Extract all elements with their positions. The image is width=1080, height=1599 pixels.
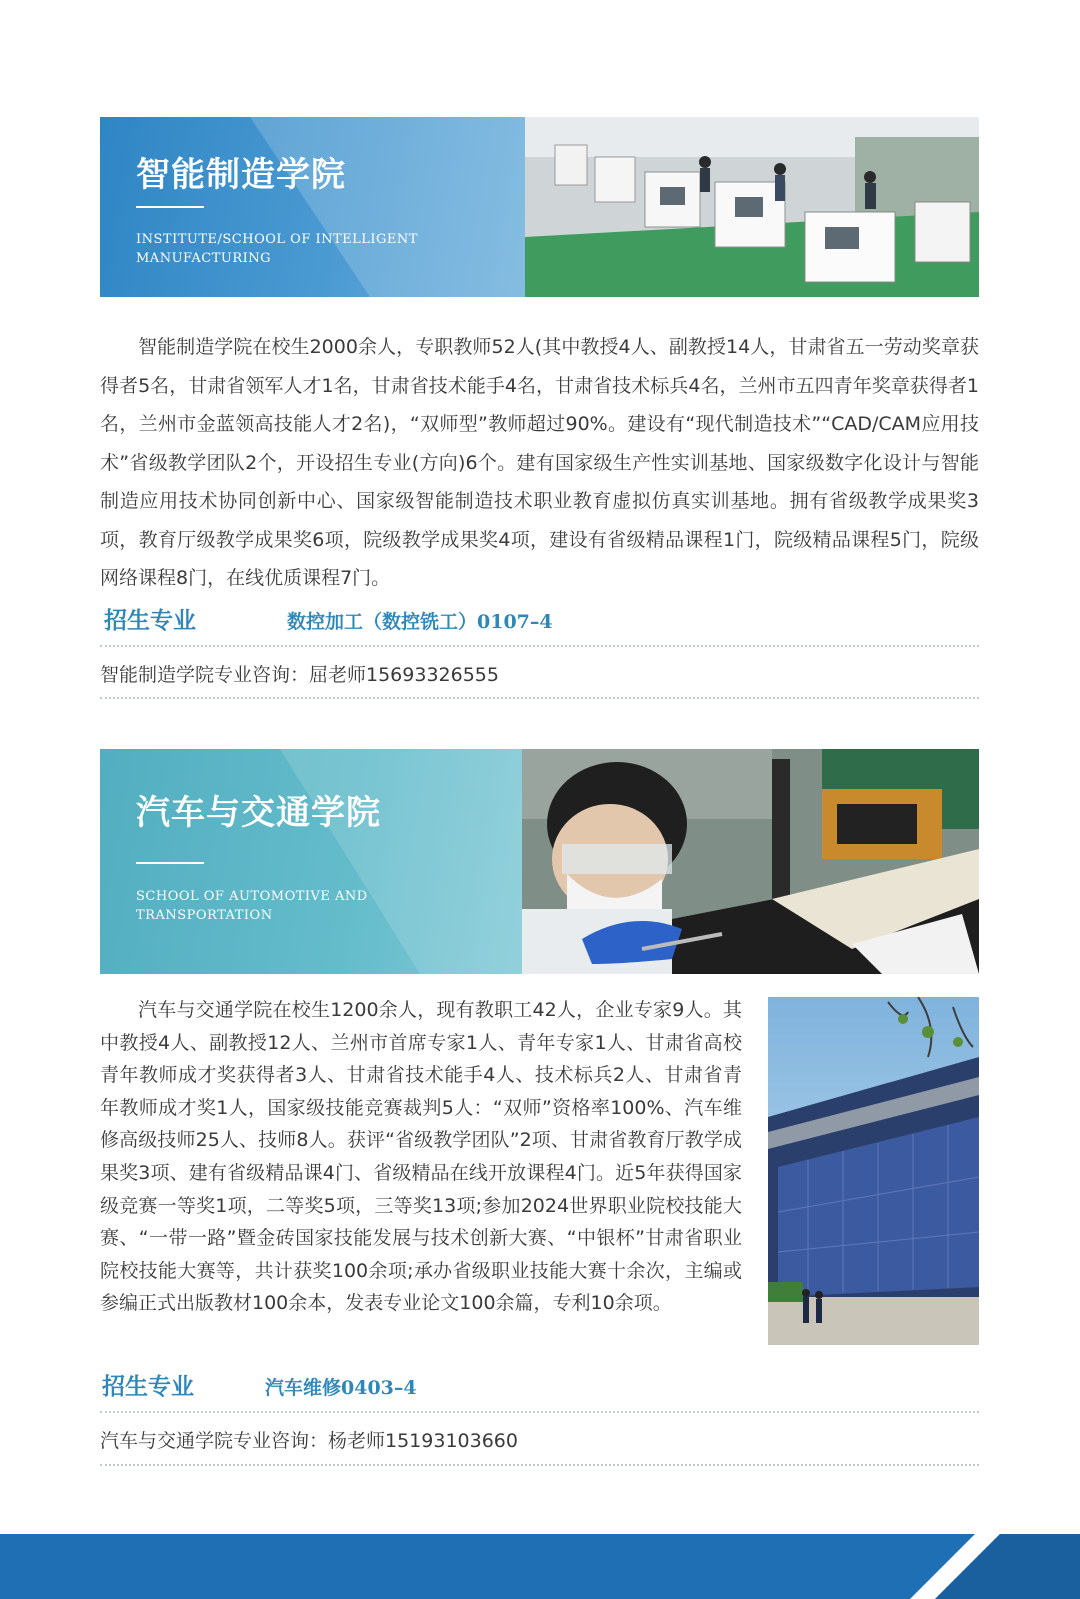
- section1-major-label: 招生专业: [104, 607, 196, 634]
- section2-subtitle: SCHOOL OF AUTOMOTIVE AND TRANSPORTATION: [136, 889, 368, 923]
- section2-banner: [100, 749, 979, 974]
- section2-major-label: 招生专业: [102, 1373, 194, 1400]
- section2-divider-bottom: [100, 1464, 979, 1466]
- section2-title-rule: [136, 862, 204, 864]
- section1-subtitle: INSTITUTE/SCHOOL OF INTELLIGENT MANUFACTURING: [136, 232, 418, 266]
- section1-description: 智能制造学院在校生2000余人，专职教师52人(其中教授4人、副教授14人，甘肃省五一劳动奖章获得者5名，甘肃省领军人才1名，甘肃省技术能手4名，甘肃省技术标兵4名，兰州市五四青年奖章获得者1名，兰州市金蓝领高技能人才2名)，“双师型”教师超过90%。建设有“现代制造技术”“CAD/CAM应用技术”省级教学团队2个，开设招生专业(方向)6个。建有国家级生产性实训基地、国家级数字化设计与智能制造应用技术协同创新中心、国家级智能制造技术职业教育虚拟仿真实训基地。拥有省级教学成果奖3项，教育厅级教学成果奖6项，院级教学成果奖4项，建设有省级精品课程1门，院级精品课程5门，院级网络课程8门，在线优质课程7门。: [100, 336, 979, 589]
- section1-consult: 智能制造学院专业咨询：屈老师15693326555: [100, 664, 499, 686]
- section2-technician-illustration: [522, 749, 979, 974]
- section2-divider-top: [100, 1411, 979, 1413]
- section2-title: 汽车与交通学院: [136, 793, 381, 833]
- section1-workshop-photo: [525, 117, 979, 297]
- section2-consult: 汽车与交通学院专业咨询：杨老师15193103660: [100, 1430, 518, 1452]
- section2-description: 汽车与交通学院在校生1200余人，现有教职工42人，企业专家9人。其中教授4人、副教授12人、兰州市首席专家1人、青年专家1人、甘肃省高校青年教师成才奖获得者3人、甘肃省技术能手4人、技术标兵2人、甘肃省青年教师成才奖1人，国家级技能竞赛裁判5人：“双师”资格率100%、汽车维修高级技师25人、技师8人。获评“省级教学团队”2项、甘肃省教育厅教学成果奖3项、建有省级精品课4门、省级精品在线开放课程4门。近5年获得国家级竞赛一等奖1项，二等奖5项，三等奖13项;参加2024世界职业院校技能大赛、“一带一路”暨金砖国家技能发展与技术创新大赛、“中银杯”甘肃省职业院校技能大赛等，共计获奖100余项;承办省级职业技能大赛十余次，主编或参编正式出版教材100余本，发表专业论文100余篇，专利10余项。: [100, 999, 742, 1315]
- section1-workshop-illustration: [525, 117, 979, 297]
- section1-divider-bottom: [100, 697, 979, 699]
- section1-divider-top: [100, 645, 979, 647]
- section1-title: 智能制造学院: [136, 155, 346, 195]
- section2-building-photo: [768, 997, 979, 1345]
- footer-stripe-graphic: [0, 1534, 1080, 1599]
- section2-major-value: 汽车维修0403–4: [265, 1377, 417, 1399]
- section1-banner: [100, 117, 979, 297]
- section2-technician-photo: [522, 749, 979, 974]
- section1-title-rule: [136, 206, 204, 208]
- section2-building-illustration: [768, 997, 979, 1345]
- footer-band: [0, 1534, 1080, 1599]
- section1-major-value: 数控加工（数控铣工）0107–4: [287, 611, 553, 633]
